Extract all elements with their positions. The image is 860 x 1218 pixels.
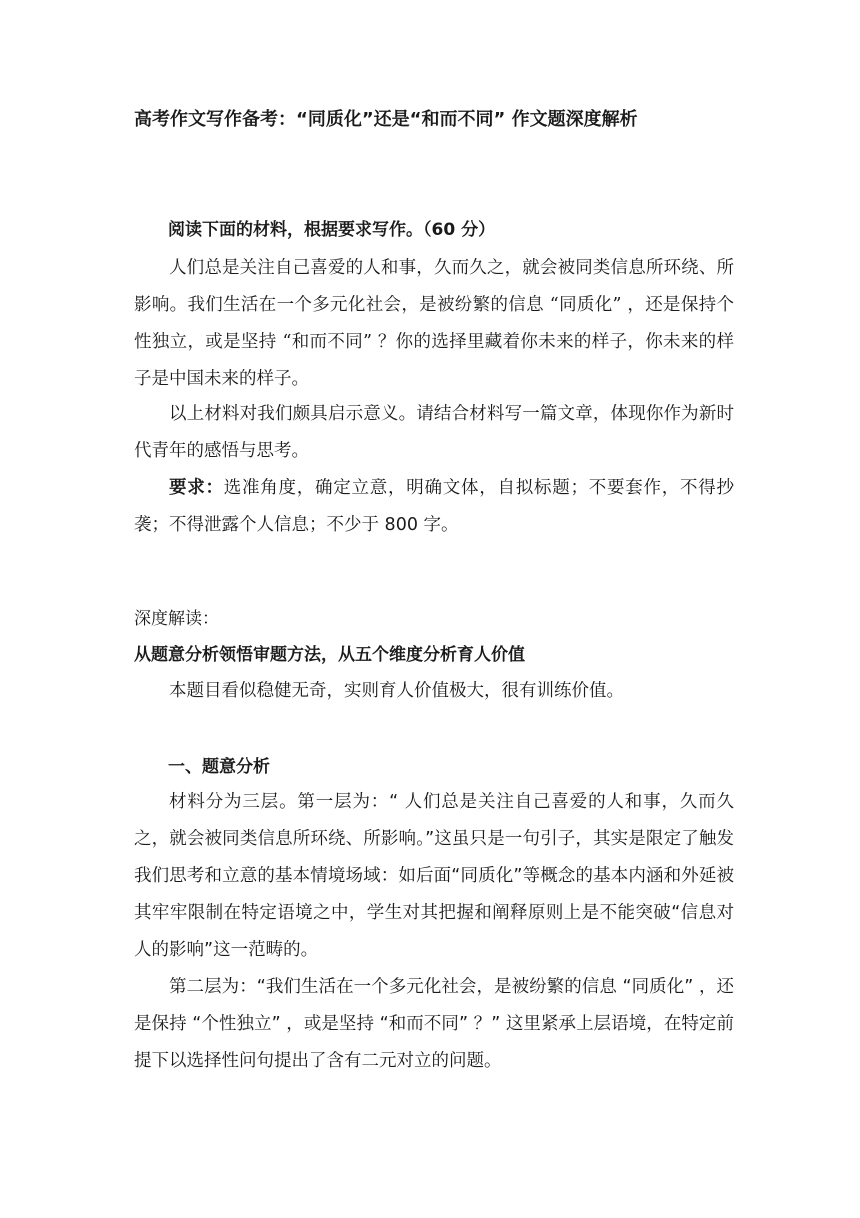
prompt-task: 以上材料对我们颇具启示意义。请结合材料写一篇文章，体现你作为新时代青年的感悟与思考。 [134,404,734,461]
prompt-material: 人们总是关注自己喜爱的人和事，久而久之，就会被同类信息所环绕、所影响。我们生活在一个多元化社会，是被纷繁的信息 “同质化” ，还是保持个性独立，或是坚持 “和而不同” ？你的选择里藏着你未来的样子，你未来的样子是中国未来的样子。 [134,258,734,389]
prompt-instruction: 阅读下面的材料，根据要求写作。（60 分） [168,220,496,240]
analysis-intro: 本题目看似稳健无奇，实则育人价值极大，很有训练价值。 [169,681,624,701]
section1-paragraph-1: 材料分为三层。第一层为：“ 人们总是关注自己喜爱的人和事，久而久之，就会被同类信息所环绕、所影响。”这虽只是一句引子，其实是限定了触发我们思考和立意的基本情境场域：如后面“同质化”等概念的基本内涵和外延被其牢牢限制在特定语境之中，学生对其把握和阐释原则上是不能突破“信息对人的影响”这一范畴的。 [134,792,734,960]
section1-heading: 一、题意分析 [168,757,270,777]
section1-paragraph-2: 第二层为：“我们生活在一个多元化社会，是被纷繁的信息 “同质化” ，还是保持 “个性独立” ，或是坚持 “和而不同” ？” 这里紧承上层语境，在特定前提下以选择性问句提出了含有二元对立的问题。 [134,977,734,1071]
requirement-text: 选准角度，确定立意，明确文体，自拟标题；不要套作，不得抄袭；不得泄露个人信息；不少于 800 字。 [134,478,734,535]
analysis-subtitle: 从题意分析领悟审题方法，从五个维度分析育人价值 [134,645,525,665]
document-title: 高考作文写作备考：“同质化”还是“和而不同” 作文题深度解析 [134,109,638,130]
analysis-label: 深度解读： [134,609,219,629]
requirement-label: 要求： [169,478,224,498]
prompt-requirement [134,470,734,544]
